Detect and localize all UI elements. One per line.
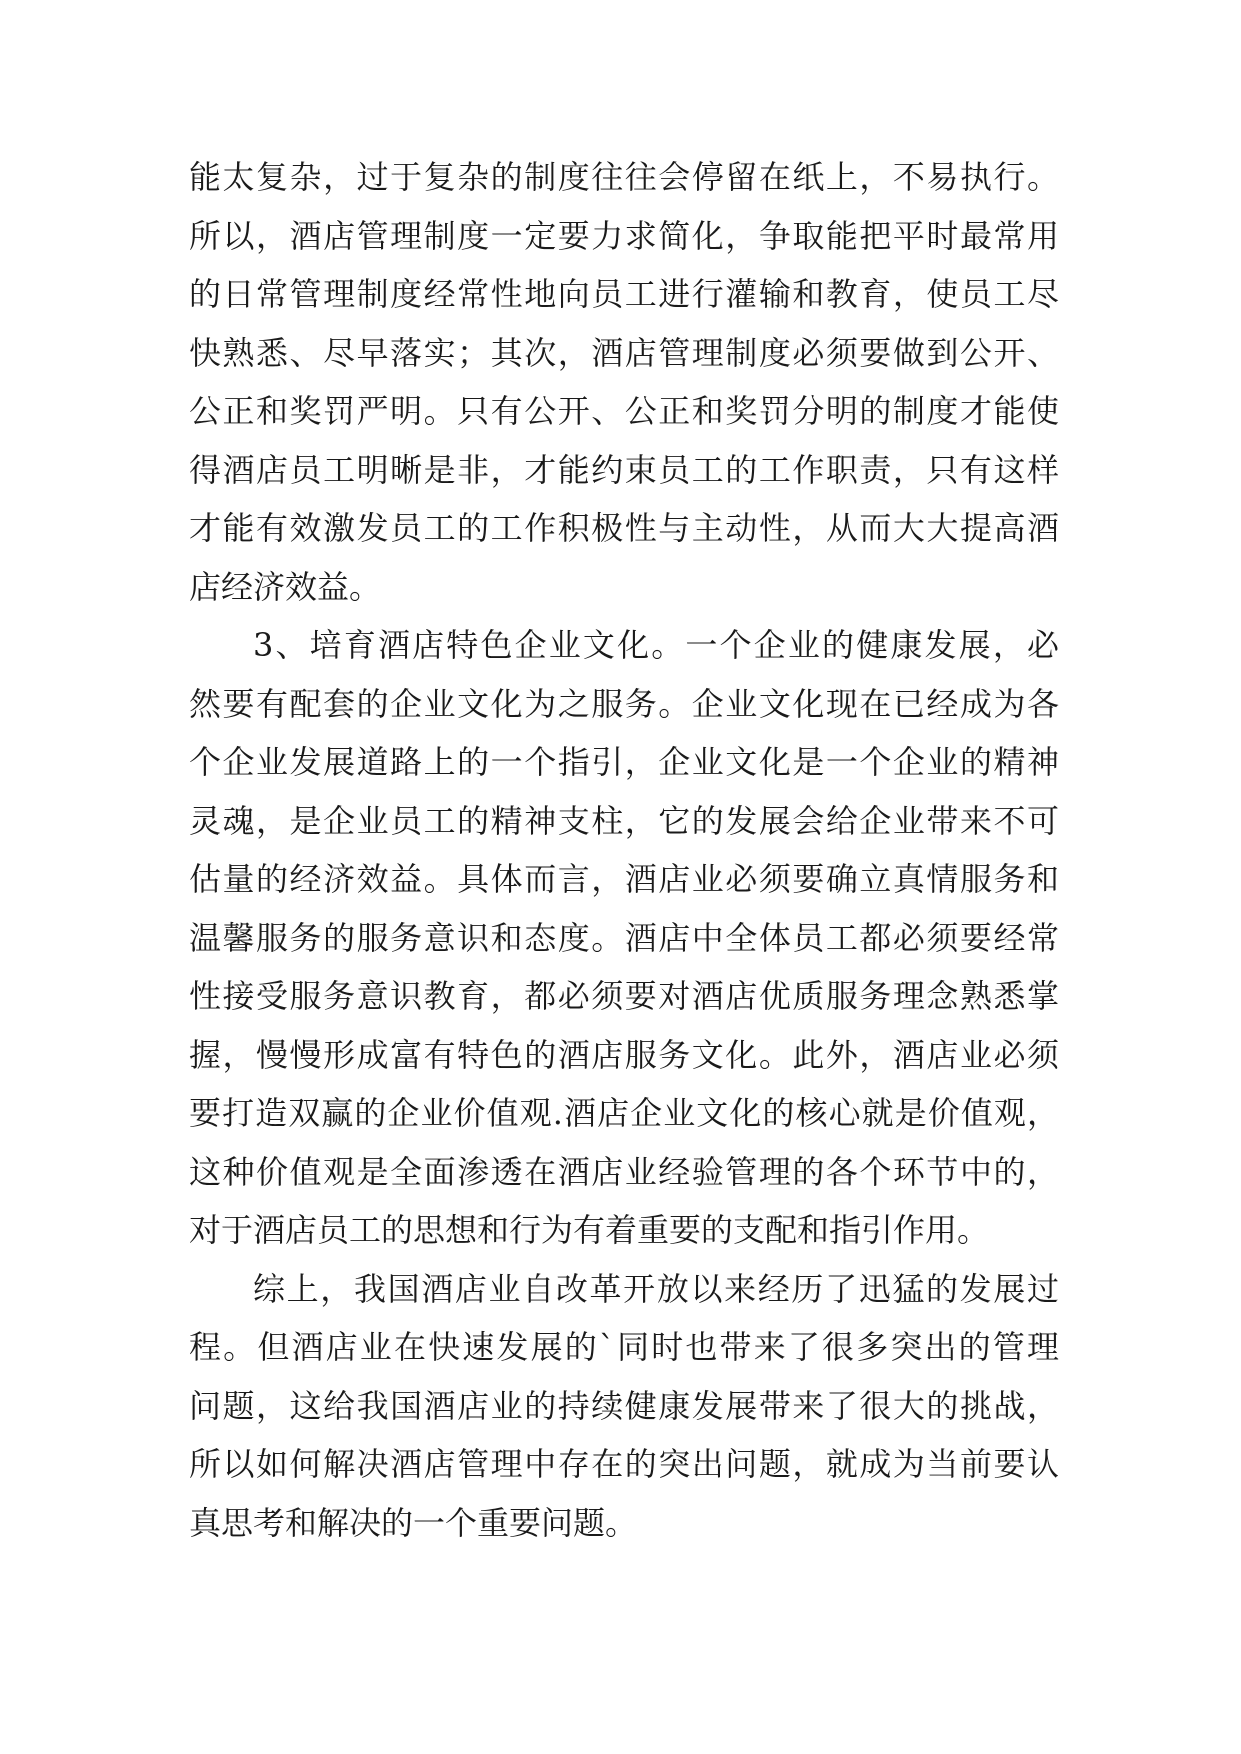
- text-line: 的日常管理制度经常性地向员工进行灌输和教育，使员工尽: [189, 275, 1059, 313]
- text-line: 快熟悉、尽早落实；其次，酒店管理制度必须要做到公开、: [189, 333, 1059, 372]
- text-line: 问题，这给我国酒店业的持续健康发展带来了很大的挑战，: [189, 1386, 1059, 1425]
- document-body: [189, 148, 1059, 1552]
- text-line: 温馨服务的服务意识和态度。酒店中全体员工都必须要经常: [189, 918, 1059, 957]
- text-line: 这种价值观是全面渗透在酒店业经验管理的各个环节中的，: [189, 1152, 1059, 1191]
- text-line: 对于酒店员工的思想和行为有着重要的支配和指引作用。: [189, 1211, 990, 1249]
- text-line: 店经济效益。: [189, 567, 382, 606]
- text-line: 所以如何解决酒店管理中存在的突出问题，就成为当前要认: [189, 1445, 1059, 1483]
- text-line: 估量的经济效益。具体而言，酒店业必须要确立真情服务和: [189, 860, 1059, 898]
- text-line: 然要有配套的企业文化为之服务。企业文化现在已经成为各: [189, 684, 1059, 723]
- text-line: 综上，我国酒店业自改革开放以来经历了迅猛的发展过: [253, 1269, 1059, 1308]
- text-line: 要打造双赢的企业价值观.酒店企业文化的核心就是价值观，: [189, 1094, 1059, 1132]
- text-line: 握，慢慢形成富有特色的酒店服务文化。此外，酒店业必须: [189, 1035, 1059, 1074]
- text-line: 才能有效激发员工的工作积极性与主动性，从而大大提高酒: [189, 509, 1059, 547]
- paragraph: [189, 148, 1059, 616]
- text-line: 能太复杂，过于复杂的制度往往会停留在纸上，不易执行。: [189, 158, 1059, 196]
- text-line: 真思考和解决的一个重要问题。: [189, 1503, 638, 1542]
- text-line: 得酒店员工明晰是非，才能约束员工的工作职责，只有这样: [189, 450, 1059, 489]
- paragraph: [189, 616, 1059, 1260]
- text-line: 性接受服务意识教育，都必须要对酒店优质服务理念熟悉掌: [189, 977, 1059, 1015]
- text-line: 公正和奖罚严明。只有公开、公正和奖罚分明的制度才能使: [189, 392, 1059, 430]
- text-line: 3、培育酒店特色企业文化。一个企业的健康发展，必: [253, 626, 1059, 664]
- text-line: 程。但酒店业在快速发展的`同时也带来了很多突出的管理: [189, 1328, 1059, 1366]
- text-line: 灵魂，是企业员工的精神支柱，它的发展会给企业带来不可: [189, 801, 1059, 840]
- text-line: 所以，酒店管理制度一定要力求简化，争取能把平时最常用: [189, 216, 1059, 255]
- text-line: 个企业发展道路上的一个指引，企业文化是一个企业的精神: [189, 743, 1059, 781]
- paragraph: [189, 1260, 1059, 1553]
